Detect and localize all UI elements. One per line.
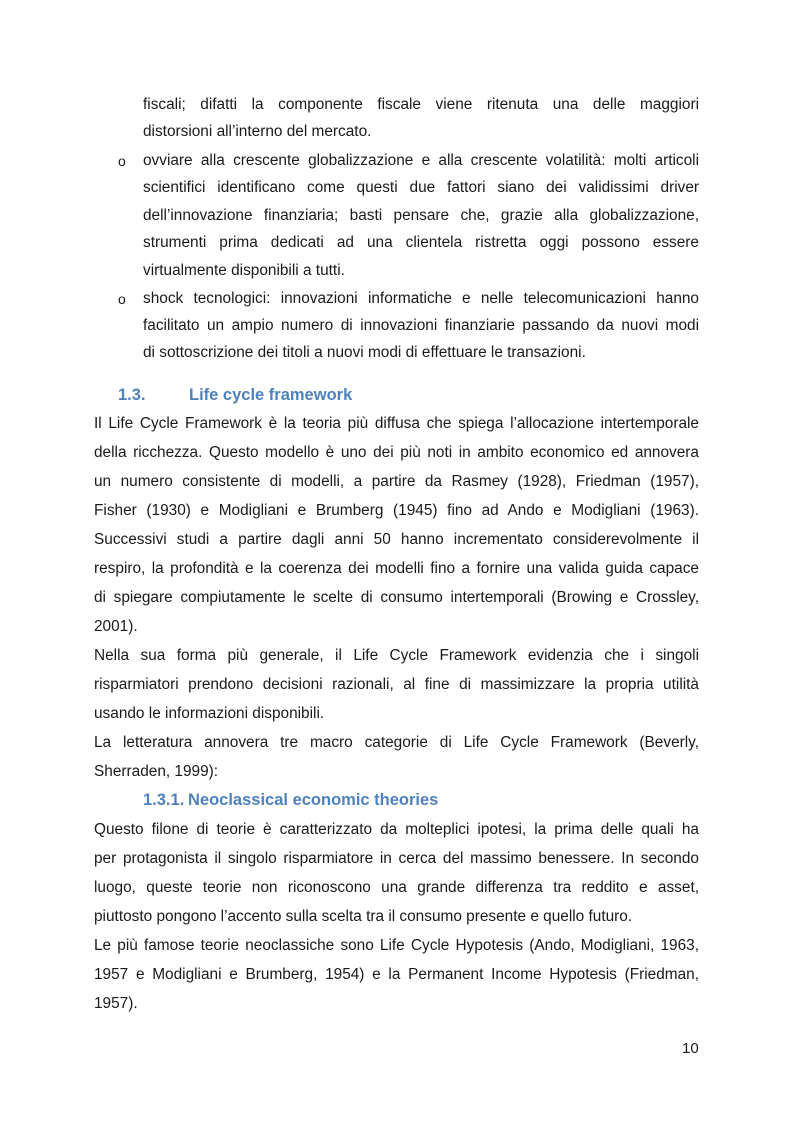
paragraph-line: di spiegare compiutamente le scelte di consumo intertemporali (Browing e Crossley, <box>94 589 699 606</box>
paragraph-line: luogo, queste teorie non riconoscono una grande differenza tra reddito e asset, <box>94 879 699 896</box>
bullet-line: strumenti prima dedicati ad una clientela ristretta oggi possono essere <box>143 234 699 251</box>
bullet-marker: o <box>118 291 126 307</box>
paragraph-line: 1957). <box>94 995 138 1012</box>
paragraph-line: Il Life Cycle Framework è la teoria più diffusa che spiega l’allocazione intertemporale <box>94 415 699 432</box>
paragraph-line: un numero consistente di modelli, a partire da Rasmey (1928), Friedman (1957), <box>94 473 699 490</box>
bullet-marker: o <box>118 153 126 169</box>
paragraph-line: Le più famose teorie neoclassiche sono Life Cycle Hypotesis (Ando, Modigliani, 1963, <box>94 937 699 954</box>
paragraph-line: 2001). <box>94 618 138 635</box>
paragraph-line: 1957 e Modigliani e Brumberg, 1954) e la Permanent Income Hypotesis (Friedman, <box>94 966 699 983</box>
paragraph-line: respiro, la profondità e la coerenza dei modelli fino a fornire una valida guida capace <box>94 560 699 577</box>
paragraph-line: usando le informazioni disponibili. <box>94 705 325 722</box>
bullet-line: ovviare alla crescente globalizzazione e alla crescente volatilità: molti articoli <box>143 152 699 169</box>
page-number: 10 <box>682 1040 699 1057</box>
paragraph-line: Nella sua forma più generale, il Life Cycle Framework evidenzia che i singoli <box>94 647 699 664</box>
paragraph-line: per protagonista il singolo risparmiatore in cerca del massimo benessere. In secondo <box>94 850 699 867</box>
section-number: 1.3. <box>118 386 146 404</box>
bullet-line: dell’innovazione finanziaria; basti pensare che, grazie alla globalizzazione, <box>143 207 699 224</box>
bullet-line: facilitato un ampio numero di innovazioni finanziarie passando da nuovi modi <box>143 317 699 334</box>
bullet-line: di sottoscrizione dei titoli a nuovi modi di effettuare le transazioni. <box>143 344 586 361</box>
subsection-number: 1.3.1. <box>143 791 185 809</box>
paragraph-line: Fisher (1930) e Modigliani e Brumberg (1945) fino ad Ando e Modigliani (1963). <box>94 502 699 519</box>
subsection-title: Neoclassical economic theories <box>188 791 439 809</box>
paragraph-line: Sherraden, 1999): <box>94 763 219 780</box>
bullet-line: fiscali; difatti la componente fiscale viene ritenuta una delle maggiori <box>143 96 699 113</box>
paragraph-line: Successivi studi a partire dagli anni 50 hanno incrementato considerevolmente il <box>94 531 699 548</box>
paragraph-line: risparmiatori prendono decisioni razionali, al fine di massimizzare la propria utilità <box>94 676 699 693</box>
paragraph-line: La letteratura annovera tre macro categorie di Life Cycle Framework (Beverly, <box>94 734 699 751</box>
bullet-line: virtualmente disponibili a tutti. <box>143 262 345 279</box>
section-title: Life cycle framework <box>189 386 353 404</box>
paragraph-line: della ricchezza. Questo modello è uno dei più noti in ambito economico ed annovera <box>94 444 699 461</box>
paragraph-line: Questo filone di teorie è caratterizzato da molteplici ipotesi, la prima delle quali ha <box>94 821 699 838</box>
paragraph-line: piuttosto pongono l’accento sulla scelta tra il consumo presente e quello futuro. <box>94 908 633 925</box>
bullet-line: scientifici identificano come questi due fattori siano dei validissimi driver <box>143 179 699 196</box>
bullet-line: shock tecnologici: innovazioni informatiche e nelle telecomunicazioni hanno <box>143 290 699 307</box>
bullet-line: distorsioni all’interno del mercato. <box>143 123 372 140</box>
